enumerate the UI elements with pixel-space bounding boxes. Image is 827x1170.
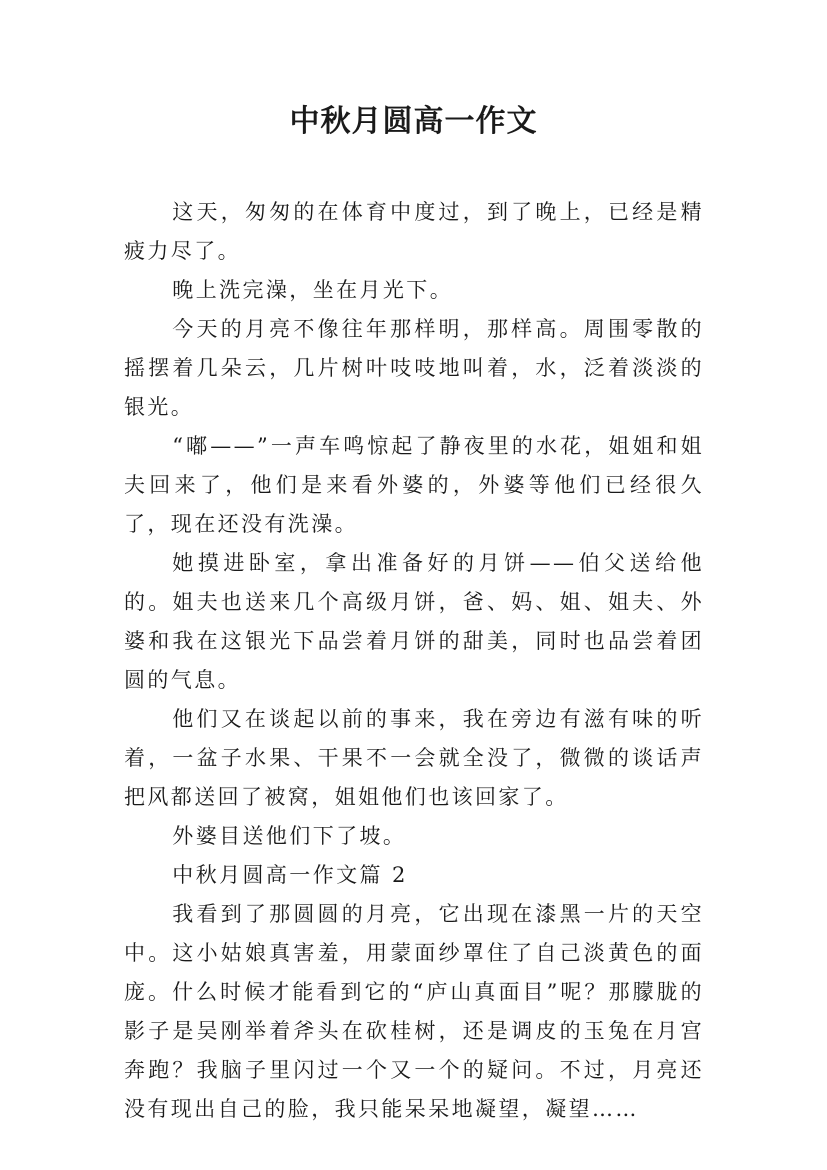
- paragraph: 她摸进卧室，拿出准备好的月饼——伯父送给他的。姐夫也送来几个高级月饼，爸、妈、姐、姐夫、外婆和我在这银光下品尝着月饼的甜美，同时也品尝着团圆的气息。: [124, 551, 704, 692]
- paragraph: 今天的月亮不像往年那样明，那样高。周围零散的摇摆着几朵云，几片树叶吱吱地叫着，水，泛着淡淡的银光。: [124, 317, 704, 419]
- document-body: [124, 193, 704, 1129]
- paragraph: 他们又在谈起以前的事来，我在旁边有滋有味的听着，一盆子水果、干果不一会就全没了，微微的谈话声把风都送回了被窝，姐姐他们也该回家了。: [124, 707, 704, 809]
- document-title: 中秋月圆高一作文: [289, 104, 538, 139]
- paragraph: 晚上洗完澡，坐在月光下。: [172, 278, 454, 302]
- section-heading: 中秋月圆高一作文篇 2: [172, 863, 408, 887]
- paragraph: “嘟——”一声车鸣惊起了静夜里的水花，姐姐和姐夫回来了，他们是来看外婆的，外婆等他们已经很久了，现在还没有洗澡。: [124, 434, 704, 536]
- paragraph: 我看到了那圆圆的月亮，它出现在漆黑一片的天空中。这小姑娘真害羞，用蒙面纱罩住了自己淡黄色的面庞。什么时候才能看到它的“庐山真面目”呢？那朦胧的影子是吴刚举着斧头在砍桂树，还是调皮的玉兔在月宫奔跑？我脑子里闪过一个又一个的疑问。不过，月亮还没有现出自己的脸，我只能呆呆地凝望，凝望……: [124, 902, 704, 1121]
- paragraph: 这天，匆匆的在体育中度过，到了晚上，已经是精疲力尽了。: [124, 200, 704, 263]
- paragraph: 外婆目送他们下了坡。: [172, 824, 407, 848]
